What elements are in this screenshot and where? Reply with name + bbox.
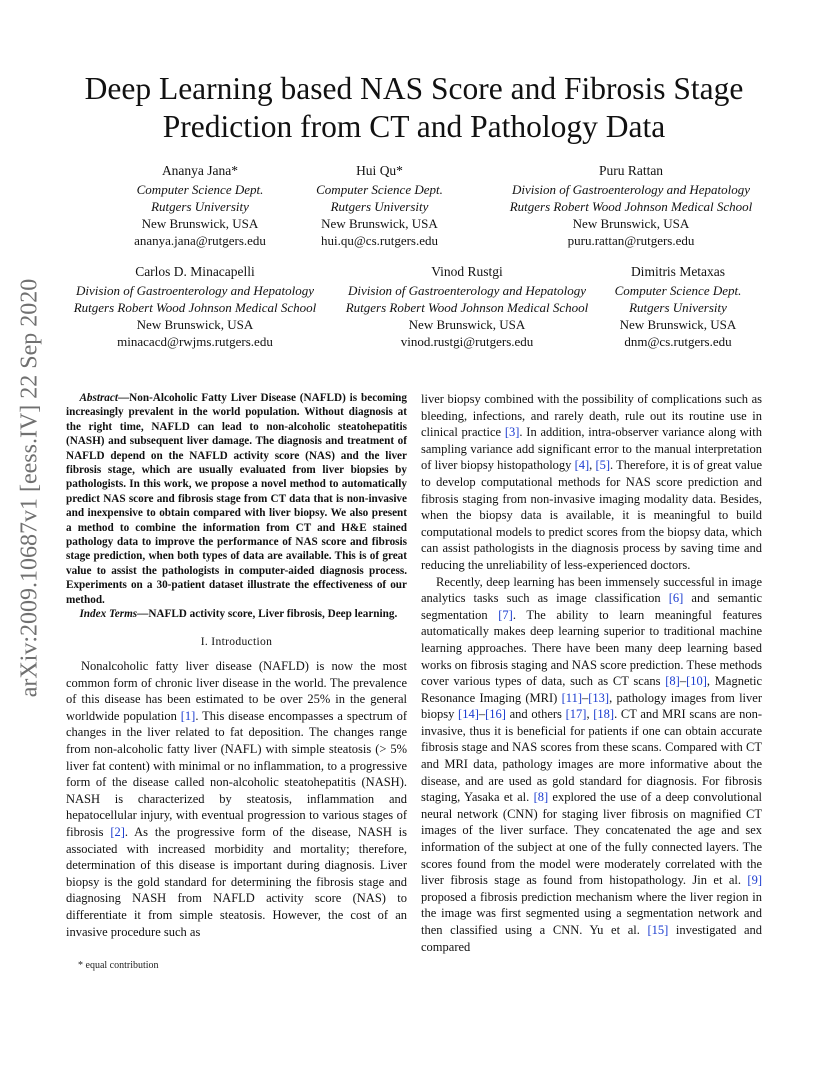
author-name: Ananya Jana* [161, 163, 239, 178]
citation-link[interactable]: [8] [665, 674, 680, 689]
author-location: New Brunswick, USA [408, 317, 526, 332]
citation-link[interactable]: [11] [561, 690, 582, 705]
author-dept: Division of Gastroenterology and Hepatology [511, 182, 751, 197]
text-run: and others [505, 707, 566, 722]
section-heading-introduction: I. Introduction [200, 634, 273, 648]
citation-link[interactable]: [13] [588, 690, 610, 705]
citation-link[interactable]: [17] [565, 707, 587, 722]
author-dept: Computer Science Dept. [614, 283, 742, 298]
author-inst: Rutgers Robert Wood Johnson Medical School [345, 300, 589, 315]
citation-link[interactable]: [8] [533, 790, 549, 805]
citation-link[interactable]: [3] [504, 425, 520, 440]
author-email: minacacd@rwjms.rutgers.edu [117, 334, 273, 349]
author-block [490, 162, 772, 249]
author-name: Carlos D. Minacapelli [135, 264, 255, 279]
paper-title: Deep Learning based NAS Score and Fibrosis Stage Prediction from CT and Pathology Data [84, 71, 744, 144]
paragraph [421, 574, 762, 956]
author-email: vinod.rustgi@rutgers.edu [400, 334, 534, 349]
author-location: New Brunswick, USA [619, 317, 737, 332]
citation-link[interactable]: [7] [498, 607, 513, 622]
text-run: – [582, 690, 589, 705]
abstract-label: Abstract [79, 392, 118, 404]
text-run: proposed a fibrosis prediction mechanism where the liver region in the image was first segmented using a segmentation network and then classified using a CNN. Yu et al. [421, 889, 762, 937]
citation-link[interactable]: [15] [647, 923, 669, 937]
text-run: liver biopsy combined with the possibility of complications such as bleeding, infections, and rarely death, rule out its routine use in clinical practice [421, 392, 762, 440]
citation-link[interactable]: [6] [668, 591, 684, 606]
author-email: ananya.jana@rutgers.edu [134, 233, 266, 248]
author-name: Dimitris Metaxas [630, 264, 726, 279]
citation-link[interactable]: [14] [458, 707, 479, 722]
citation-link[interactable]: [5] [595, 458, 611, 473]
author-name: Puru Rattan [598, 163, 664, 178]
arxiv-sidebar [10, 278, 50, 697]
left-column [66, 391, 407, 940]
author-block [328, 263, 606, 350]
index-terms-text: —NAFLD activity score, Liver fibrosis, Deep learning. [137, 608, 398, 621]
text-run: . The ability to learn meaningful features automatically makes deep learning superior to traditional machine learning approaches. There have been many deep learning based works on fibrosis staging and NAS score prediction. These methods cover various types of data, such as CT scans [421, 607, 762, 689]
citation-link[interactable]: [10] [686, 674, 707, 689]
author-block [56, 263, 334, 350]
paragraph [421, 391, 762, 574]
citation-link[interactable]: [1] [180, 708, 196, 723]
index-terms-label: Index Terms [79, 608, 138, 621]
abstract-text: —Non-Alcoholic Fatty Liver Disease (NAFLD) is becoming increasingly prevalent in the world population. Without diagnosis at the right time, NAFLD can lead to non-alcoholic steatohepatitis (NASH) and subsequent liver damage. The diagnosis and treatment of NAFLD depend on the NAFLD activity score (NAS) and the liver fibrosis stage, which are usually evaluated from liver biopsies by pathologists. In this work, we propose a novel method to automatically predict NAS score and fibrosis stage from CT data that is non-invasive and inexpensive to obtain compared with liver biopsy. We also present a method to combine the information from CT and H&E stained pathology data to improve the performance of NAS score and fibrosis stage prediction, when both types of data are available. This is of great value to assist the pathologists in computer-aided diagnosis process. Experiments on a 30-patient dataset illustrate the effectiveness of our method. [66, 392, 407, 606]
author-location: New Brunswick, USA [321, 216, 438, 231]
index-terms [66, 607, 407, 621]
author-email: puru.rattan@rutgers.edu [567, 233, 695, 248]
author-location: New Brunswick, USA [136, 317, 254, 332]
text-run: , pathology images from liver biopsy [421, 690, 762, 722]
citation-link[interactable]: [18] [593, 707, 615, 722]
author-inst: Rutgers Robert Wood Johnson Medical School [73, 300, 317, 315]
text-run: . In addition, intra-observer variance along with sampling variance add significant error to the manual interpretation of liver biopsy histopathology [421, 425, 762, 473]
text-run: – [679, 674, 687, 689]
abstract [66, 391, 407, 607]
author-location: New Brunswick, USA [572, 216, 690, 231]
text-run: investigated and compared [421, 923, 762, 954]
author-block [297, 162, 462, 249]
author-dept: Division of Gastroenterology and Hepatology [347, 283, 587, 298]
text-run: explored the use of a deep convolutional neural network (CNN) for staging liver fibrosis on magnified CT images of the liver surface. They concatenated the age and sex information of the subject at one of the fully connected layers. The scores found from the model were moderately correlated with the liver fibrosis stage as found from histopathology. Jin et al. [421, 790, 762, 888]
author-dept: Division of Gastroenterology and Hepatology [75, 283, 315, 298]
text-run: Nonalcoholic fatty liver disease (NAFLD) is now the most common form of chronic liver disease in the world. The prevalence of this disease has been estimated to be over 25% in the general worldwide population [66, 659, 407, 723]
text-run: . Therefore, it is of great value to develop computational methods for NAS score prediction and fibrosis staging from non-invasive imaging modality data. Besides, when the biopsy data is available, it is meaningful to build computational models to predict scores from the biopsy data, which can assist pathologists in the diagnosis process by saving time and reducing the unreliability of less-experienced doctors. [421, 458, 762, 572]
author-name: Vinod Rustgi [431, 264, 503, 279]
author-email: dnm@cs.rutgers.edu [624, 334, 732, 349]
author-dept: Computer Science Dept. [136, 182, 264, 197]
intro-paragraph [66, 658, 407, 940]
author-location: New Brunswick, USA [141, 216, 259, 231]
text-run: . CT and MRI scans are non-invasive, thus it is beneficial for patients if one can obtain accurate fibrosis stage and NAS scores from these scans. Compared with CT and MRI data, pathology images are more informative about the disease, and are used as gold standard for diagnosis. For fibrosis staging, Yasaka et al. [421, 707, 763, 805]
right-column [421, 391, 762, 955]
text-run: , [589, 458, 596, 473]
citation-link[interactable]: [2] [110, 825, 125, 840]
author-block [110, 162, 290, 249]
footnote: * equal contribution [78, 960, 159, 971]
text-run: . As the progressive form of the disease, NASH is associated with increased morbidity and mortality; therefore, determination of this disease is important during diagnosis. Liver biopsy is the gold standard for determining the fibrosis stage and diagnosing NASH from NAFLD activity score (NAS) to differentiate it from simple steatosis. However, the cost of an invasive procedure such as [66, 825, 407, 939]
text-run: Recently, deep learning has been immensely successful in image analytics tasks such as image classification [421, 574, 762, 606]
citation-link[interactable]: [16] [485, 707, 506, 722]
text-run: , Magnetic Resonance Imaging (MRI) [421, 674, 762, 705]
author-email: hui.qu@cs.rutgers.edu [320, 233, 439, 248]
author-inst: Rutgers University [629, 300, 727, 315]
author-inst: Rutgers Robert Wood Johnson Medical School [509, 199, 753, 214]
author-name: Hui Qu* [356, 163, 403, 178]
text-run: . This disease encompasses a spectrum of changes in the liver related to fat deposition. The changes range from non-alcoholic fatty liver (NAFL) with simple steatosis (> 5% liver fat content) with minimal or no inflammation, to a progressive form of the disease called non-alcoholic steatohepatitis (NASH). NASH is characterized by steatosis, inflammation and hepatocellular injury, with eventual progression to various stages of fibrosis [66, 708, 407, 840]
author-dept: Computer Science Dept. [316, 182, 443, 197]
citation-link[interactable]: [4] [574, 458, 590, 473]
arxiv-id: arXiv:2009.10687v1 [eess.IV] 22 Sep 2020 [16, 278, 43, 697]
author-inst: Rutgers University [330, 199, 429, 214]
author-block [604, 263, 752, 350]
text-run: , [586, 707, 594, 722]
text-run: – [478, 707, 486, 722]
citation-link[interactable]: [9] [747, 873, 762, 888]
text-run: and semantic segmentation [421, 591, 762, 622]
author-inst: Rutgers University [151, 199, 249, 214]
